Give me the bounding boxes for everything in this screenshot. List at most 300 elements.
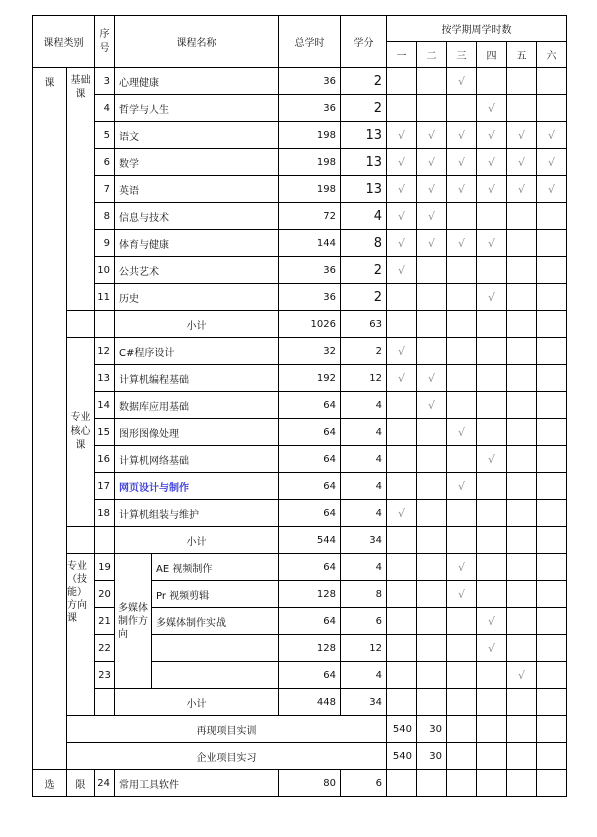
credits: 13 xyxy=(341,149,387,176)
semester-6-check: √ xyxy=(537,176,567,203)
seq-number: 9 xyxy=(95,230,115,257)
semester-1-check: √ xyxy=(387,257,417,284)
semester-4-check xyxy=(477,68,507,95)
seq-number: 20 xyxy=(95,581,115,608)
course-name xyxy=(152,662,279,689)
total-hours: 544 xyxy=(279,527,341,554)
semester-5-check: √ xyxy=(507,149,537,176)
semester-2-check: √ xyxy=(417,392,447,419)
credits: 4 xyxy=(341,392,387,419)
semester-5-check xyxy=(507,392,537,419)
semester-2-check xyxy=(417,662,447,689)
semester-3-check xyxy=(447,311,477,338)
semester-1-check: √ xyxy=(387,365,417,392)
semester-2-check: √ xyxy=(417,122,447,149)
table-row xyxy=(33,419,567,446)
semester-3-check xyxy=(447,257,477,284)
table-row xyxy=(33,743,567,770)
semester-1-check xyxy=(387,608,417,635)
semester-3-check xyxy=(447,203,477,230)
total-hours: 32 xyxy=(279,338,341,365)
credits: 12 xyxy=(341,365,387,392)
course-name: 哲学与人生 xyxy=(115,95,279,122)
credits: 34 xyxy=(341,527,387,554)
table-row xyxy=(33,635,567,662)
semester-3-check: √ xyxy=(447,473,477,500)
total-hours: 64 xyxy=(279,608,341,635)
credits: 4 xyxy=(341,473,387,500)
semester-3-check xyxy=(447,527,477,554)
credits: 12 xyxy=(341,635,387,662)
semester-1-check xyxy=(387,689,417,716)
course-name xyxy=(152,635,279,662)
semester-2-check: √ xyxy=(417,203,447,230)
header-row-1 xyxy=(33,16,567,42)
semester-2-check: √ xyxy=(417,149,447,176)
semester-5-check xyxy=(507,365,537,392)
total-hours: 80 xyxy=(279,770,341,797)
semester-3-check xyxy=(447,662,477,689)
semester-1-check: √ xyxy=(387,500,417,527)
total-hours: 144 xyxy=(279,230,341,257)
course-name: 多媒体制作实战 xyxy=(152,608,279,635)
semester-1-check xyxy=(387,770,417,797)
header-name: 课程名称 xyxy=(115,16,279,68)
semester-6-check xyxy=(537,662,567,689)
header-semester: 五 xyxy=(507,42,537,68)
seq-number: 16 xyxy=(95,446,115,473)
semester-1-check xyxy=(387,581,417,608)
semester-4-check xyxy=(537,743,567,770)
credits: 30 xyxy=(417,743,447,770)
seq-number: 13 xyxy=(95,365,115,392)
seq-number: 15 xyxy=(95,419,115,446)
semester-3-check xyxy=(447,446,477,473)
semester-4-check: √ xyxy=(477,149,507,176)
category-skill: 专业（技能）方向课 xyxy=(67,554,95,716)
header-weekly-hours: 按学期周学时数 xyxy=(387,16,567,42)
subtotal-label: 小计 xyxy=(115,527,279,554)
semester-2-check xyxy=(417,284,447,311)
header-category: 课程类别 xyxy=(33,16,95,68)
total-hours: 64 xyxy=(279,419,341,446)
semester-1-check xyxy=(387,635,417,662)
semester-1-check xyxy=(387,473,417,500)
semester-6-check xyxy=(537,257,567,284)
total-hours: 1026 xyxy=(279,311,341,338)
subtotal-label: 小计 xyxy=(115,311,279,338)
semester-1-check: √ xyxy=(387,149,417,176)
semester-3-check: √ xyxy=(447,68,477,95)
table-row xyxy=(33,527,567,554)
subtotal-label: 小计 xyxy=(115,689,279,716)
semester-3-check xyxy=(507,716,537,743)
table-row xyxy=(33,770,567,797)
semester-4-check xyxy=(477,662,507,689)
table-row xyxy=(33,284,567,311)
semester-3-check xyxy=(447,689,477,716)
credits: 8 xyxy=(341,581,387,608)
table-row xyxy=(33,446,567,473)
semester-6-check xyxy=(537,284,567,311)
course-name: 计算机网络基础 xyxy=(115,446,279,473)
semester-1-check: √ xyxy=(387,203,417,230)
total-hours: 540 xyxy=(387,743,417,770)
category-blank xyxy=(67,527,95,554)
seq-number: 6 xyxy=(95,149,115,176)
table-row xyxy=(33,500,567,527)
course-name: 网页设计与制作 xyxy=(115,473,279,500)
category-blank xyxy=(67,311,95,338)
seq-blank xyxy=(95,311,115,338)
semester-5-check xyxy=(507,554,537,581)
semester-5-check xyxy=(507,689,537,716)
semester-4-check xyxy=(477,527,507,554)
header-semester: 二 xyxy=(417,42,447,68)
table-row xyxy=(33,716,567,743)
total-hours: 448 xyxy=(279,689,341,716)
seq-number: 19 xyxy=(95,554,115,581)
semester-6-check xyxy=(537,419,567,446)
semester-2-check xyxy=(417,770,447,797)
semester-2-check xyxy=(417,581,447,608)
semester-2-check: √ xyxy=(417,365,447,392)
credits: 34 xyxy=(341,689,387,716)
semester-4-check xyxy=(477,338,507,365)
course-name: 图形图像处理 xyxy=(115,419,279,446)
semester-4-check: √ xyxy=(477,176,507,203)
semester-3-check xyxy=(507,743,537,770)
semester-3-check xyxy=(447,608,477,635)
semester-1-check xyxy=(387,554,417,581)
semester-5-check: √ xyxy=(507,662,537,689)
table-row xyxy=(33,122,567,149)
seq-number: 17 xyxy=(95,473,115,500)
table-row xyxy=(33,392,567,419)
direction-multimedia: 多媒体制作方向 xyxy=(115,554,152,689)
credits: 4 xyxy=(341,419,387,446)
semester-4-check: √ xyxy=(477,284,507,311)
credits: 13 xyxy=(341,122,387,149)
semester-5-check xyxy=(507,446,537,473)
seq-number: 8 xyxy=(95,203,115,230)
semester-6-check xyxy=(537,392,567,419)
credits: 4 xyxy=(341,554,387,581)
category-xuan: 选 xyxy=(33,770,67,797)
semester-1-check xyxy=(447,743,477,770)
semester-6-check xyxy=(537,68,567,95)
semester-4-check xyxy=(477,203,507,230)
category-xian: 限 xyxy=(67,770,95,797)
credits: 13 xyxy=(341,176,387,203)
total-hours: 64 xyxy=(279,662,341,689)
header-total-hours: 总学时 xyxy=(279,16,341,68)
table-row xyxy=(33,311,567,338)
semester-6-check: √ xyxy=(537,122,567,149)
credits: 6 xyxy=(341,770,387,797)
semester-4-check xyxy=(477,365,507,392)
seq-number: 11 xyxy=(95,284,115,311)
project-name: 再现项目实训 xyxy=(67,716,387,743)
total-hours: 198 xyxy=(279,149,341,176)
credits: 2 xyxy=(341,257,387,284)
semester-1-check xyxy=(387,68,417,95)
semester-4-check: √ xyxy=(477,635,507,662)
seq-number: 4 xyxy=(95,95,115,122)
total-hours: 64 xyxy=(279,392,341,419)
semester-2-check xyxy=(417,689,447,716)
semester-2-check xyxy=(417,419,447,446)
semester-5-check xyxy=(507,338,537,365)
seq-number: 22 xyxy=(95,635,115,662)
course-name: 计算机组装与维护 xyxy=(115,500,279,527)
semester-6-check xyxy=(537,338,567,365)
total-hours: 192 xyxy=(279,365,341,392)
semester-5-check xyxy=(507,284,537,311)
semester-4-check: √ xyxy=(477,122,507,149)
course-plan-table xyxy=(32,15,567,797)
credits: 4 xyxy=(341,500,387,527)
course-name: 计算机编程基础 xyxy=(115,365,279,392)
semester-6-check xyxy=(537,500,567,527)
semester-5-check: √ xyxy=(507,122,537,149)
table-row xyxy=(33,365,567,392)
semester-5-check xyxy=(507,500,537,527)
semester-4-check: √ xyxy=(477,608,507,635)
semester-6-check xyxy=(537,770,567,797)
semester-6-check xyxy=(537,230,567,257)
course-name: C#程序设计 xyxy=(115,338,279,365)
semester-4-check: √ xyxy=(477,95,507,122)
total-hours: 64 xyxy=(279,554,341,581)
seq-number: 18 xyxy=(95,500,115,527)
semester-2-check xyxy=(417,95,447,122)
semester-2-check xyxy=(477,716,507,743)
semester-3-check: √ xyxy=(447,176,477,203)
table-row xyxy=(33,689,567,716)
total-hours: 72 xyxy=(279,203,341,230)
semester-2-check: √ xyxy=(417,176,447,203)
semester-1-check: √ xyxy=(387,176,417,203)
total-hours: 198 xyxy=(279,122,341,149)
seq-number: 5 xyxy=(95,122,115,149)
total-hours: 64 xyxy=(279,446,341,473)
semester-1-check xyxy=(387,446,417,473)
semester-4-check xyxy=(477,392,507,419)
course-name: 心理健康 xyxy=(115,68,279,95)
course-name: 数学 xyxy=(115,149,279,176)
semester-3-check: √ xyxy=(447,122,477,149)
semester-6-check xyxy=(537,689,567,716)
semester-6-check xyxy=(537,203,567,230)
semester-6-check xyxy=(537,527,567,554)
semester-1-check xyxy=(387,662,417,689)
semester-4-check xyxy=(477,419,507,446)
table-row xyxy=(33,257,567,284)
semester-4-check xyxy=(477,554,507,581)
course-name: 信息与技术 xyxy=(115,203,279,230)
semester-2-check xyxy=(417,257,447,284)
total-hours: 36 xyxy=(279,257,341,284)
semester-4-check xyxy=(477,689,507,716)
table-row xyxy=(33,554,567,581)
semester-6-check xyxy=(537,635,567,662)
header-credits: 学分 xyxy=(341,16,387,68)
semester-5-check xyxy=(507,68,537,95)
semester-4-check xyxy=(477,581,507,608)
table-row xyxy=(33,338,567,365)
header-semester: 四 xyxy=(477,42,507,68)
semester-6-check xyxy=(537,581,567,608)
semester-2-check xyxy=(417,446,447,473)
semester-1-check xyxy=(387,311,417,338)
semester-1-check xyxy=(387,527,417,554)
semester-4-check xyxy=(477,770,507,797)
semester-5-check xyxy=(507,635,537,662)
course-name: 公共艺术 xyxy=(115,257,279,284)
semester-1-check xyxy=(387,284,417,311)
credits: 6 xyxy=(341,608,387,635)
total-hours: 36 xyxy=(279,95,341,122)
seq-number: 21 xyxy=(95,608,115,635)
credits: 8 xyxy=(341,230,387,257)
seq-number: 23 xyxy=(95,662,115,689)
semester-1-check xyxy=(387,419,417,446)
seq-number: 12 xyxy=(95,338,115,365)
semester-4-check xyxy=(477,500,507,527)
course-name: 英语 xyxy=(115,176,279,203)
table-row xyxy=(33,95,567,122)
semester-2-check: √ xyxy=(417,230,447,257)
seq-number: 7 xyxy=(95,176,115,203)
semester-6-check xyxy=(537,446,567,473)
total-hours: 36 xyxy=(279,68,341,95)
total-hours: 64 xyxy=(279,500,341,527)
semester-3-check: √ xyxy=(447,554,477,581)
semester-5-check xyxy=(507,230,537,257)
semester-1-check xyxy=(447,716,477,743)
semester-2-check xyxy=(417,311,447,338)
total-hours: 36 xyxy=(279,284,341,311)
semester-6-check xyxy=(537,311,567,338)
total-hours: 128 xyxy=(279,581,341,608)
semester-3-check xyxy=(447,500,477,527)
total-hours: 540 xyxy=(387,716,417,743)
course-name: 常用工具软件 xyxy=(115,770,279,797)
semester-1-check: √ xyxy=(387,230,417,257)
semester-4-check xyxy=(477,311,507,338)
header-semester: 一 xyxy=(387,42,417,68)
semester-6-check xyxy=(537,608,567,635)
credits: 4 xyxy=(341,203,387,230)
semester-3-check xyxy=(447,770,477,797)
semester-5-check xyxy=(507,257,537,284)
total-hours: 128 xyxy=(279,635,341,662)
category-basic: 基础课 xyxy=(67,68,95,311)
semester-3-check xyxy=(447,392,477,419)
semester-5-check xyxy=(507,473,537,500)
semester-4-check xyxy=(477,257,507,284)
semester-2-check xyxy=(417,554,447,581)
semester-4-check xyxy=(537,716,567,743)
seq-blank xyxy=(95,689,115,716)
semester-3-check xyxy=(447,365,477,392)
semester-5-check xyxy=(507,203,537,230)
semester-2-check xyxy=(417,608,447,635)
course-name: AE 视频制作 xyxy=(152,554,279,581)
semester-6-check xyxy=(537,365,567,392)
course-name: Pr 视频剪辑 xyxy=(152,581,279,608)
semester-3-check: √ xyxy=(447,419,477,446)
course-name: 语文 xyxy=(115,122,279,149)
seq-number: 14 xyxy=(95,392,115,419)
semester-2-check xyxy=(417,473,447,500)
semester-2-check xyxy=(417,527,447,554)
total-hours: 64 xyxy=(279,473,341,500)
credits: 2 xyxy=(341,338,387,365)
semester-3-check xyxy=(447,95,477,122)
semester-5-check xyxy=(507,608,537,635)
table-row xyxy=(33,203,567,230)
credits: 30 xyxy=(417,716,447,743)
semester-5-check xyxy=(507,581,537,608)
header-seq: 序号 xyxy=(95,16,115,68)
course-name: 数据库应用基础 xyxy=(115,392,279,419)
semester-3-check xyxy=(447,338,477,365)
semester-6-check xyxy=(537,95,567,122)
credits: 4 xyxy=(341,662,387,689)
semester-1-check xyxy=(387,95,417,122)
semester-2-check xyxy=(417,68,447,95)
semester-3-check xyxy=(447,284,477,311)
seq-number: 3 xyxy=(95,68,115,95)
semester-4-check: √ xyxy=(477,230,507,257)
seq-number: 24 xyxy=(95,770,115,797)
semester-1-check: √ xyxy=(387,122,417,149)
semester-3-check: √ xyxy=(447,149,477,176)
category-ke: 课 xyxy=(33,68,67,770)
semester-4-check xyxy=(477,473,507,500)
category-core: 专业核心课 xyxy=(67,338,95,527)
semester-2-check xyxy=(417,500,447,527)
semester-4-check: √ xyxy=(477,446,507,473)
table-row xyxy=(33,149,567,176)
credits: 2 xyxy=(341,68,387,95)
credits: 4 xyxy=(341,446,387,473)
credits: 2 xyxy=(341,284,387,311)
semester-3-check: √ xyxy=(447,230,477,257)
total-hours: 198 xyxy=(279,176,341,203)
semester-5-check xyxy=(507,770,537,797)
header-semester: 六 xyxy=(537,42,567,68)
credits: 63 xyxy=(341,311,387,338)
semester-5-check xyxy=(507,95,537,122)
table-row xyxy=(33,68,567,95)
semester-3-check: √ xyxy=(447,581,477,608)
credits: 2 xyxy=(341,95,387,122)
semester-2-check xyxy=(417,635,447,662)
table-row xyxy=(33,581,567,608)
semester-5-check xyxy=(507,311,537,338)
semester-2-check xyxy=(417,338,447,365)
semester-1-check: √ xyxy=(387,338,417,365)
course-name: 历史 xyxy=(115,284,279,311)
course-name: 体育与健康 xyxy=(115,230,279,257)
header-semester: 三 xyxy=(447,42,477,68)
semester-3-check xyxy=(447,635,477,662)
semester-5-check xyxy=(507,419,537,446)
semester-6-check: √ xyxy=(537,149,567,176)
